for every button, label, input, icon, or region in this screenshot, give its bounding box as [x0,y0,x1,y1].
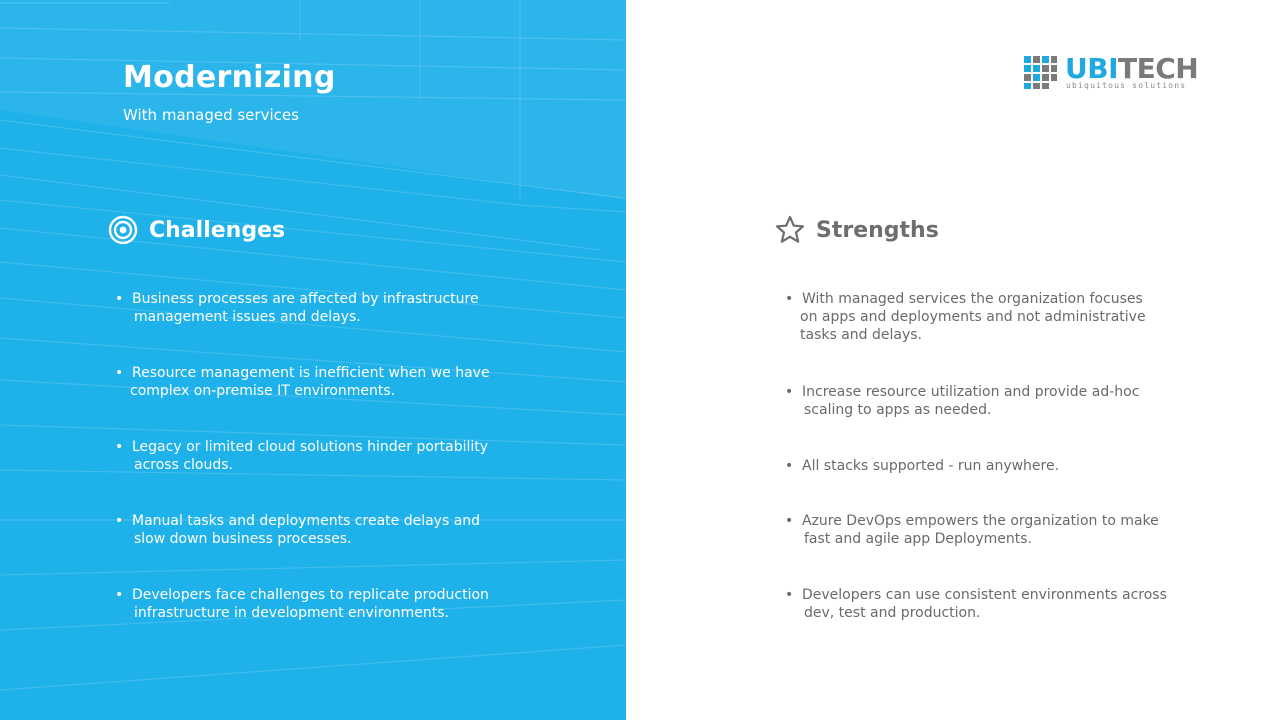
ubitech-logo [1024,54,1204,94]
bullet-icon: • [785,458,794,474]
bullet-icon: • [115,439,124,455]
challenges-title: Challenges [149,217,286,243]
strengths-title: Strengths [816,217,939,243]
challenge-item: • Resource management is inefficient when we have complex on-premise IT environments. [115,365,490,399]
star-icon [774,214,806,246]
strength-item: • All stacks supported - run anywhere. [785,458,1060,474]
challenge-item: • Legacy or limited cloud solutions hinder portability across clouds. [115,439,489,473]
challenge-item: • Developers face challenges to replicate production infrastructure in development environments. [115,587,489,621]
bullet-icon: • [785,587,794,603]
bullet-icon: • [115,365,124,381]
page-title: Modernizing [123,60,336,95]
strength-item: • Increase resource utilization and provide ad-hoc scaling to apps as needed. [785,384,1140,418]
logo-wordmark: UBITECH [1065,52,1199,85]
logo-grid-icon [1024,56,1057,89]
strength-item: • Azure DevOps empowers the organization to make fast and agile app Deployments. [785,513,1159,547]
challenge-item: • Manual tasks and deployments create delays and slow down business processes. [115,513,481,547]
challenges-panel [0,0,626,720]
bullet-icon: • [115,587,124,603]
challenges-heading [107,214,285,246]
page-subtitle: With managed services [123,106,299,124]
bullet-icon: • [785,513,794,529]
bullet-icon: • [115,291,124,307]
challenge-item: • Business processes are affected by infrastructure management issues and delays. [115,291,479,325]
bullet-icon: • [785,384,794,400]
strengths-heading [774,214,939,246]
logo-tagline: ubiquitous solutions [1066,81,1187,90]
strength-item: • Developers can use consistent environments across dev, test and production. [785,587,1167,621]
bullet-icon: • [115,513,124,529]
bullet-icon: • [785,291,794,307]
strength-item: • With managed services the organization focuses on apps and deployments and not administrative tasks and delays. [785,291,1146,343]
target-icon [107,214,139,246]
